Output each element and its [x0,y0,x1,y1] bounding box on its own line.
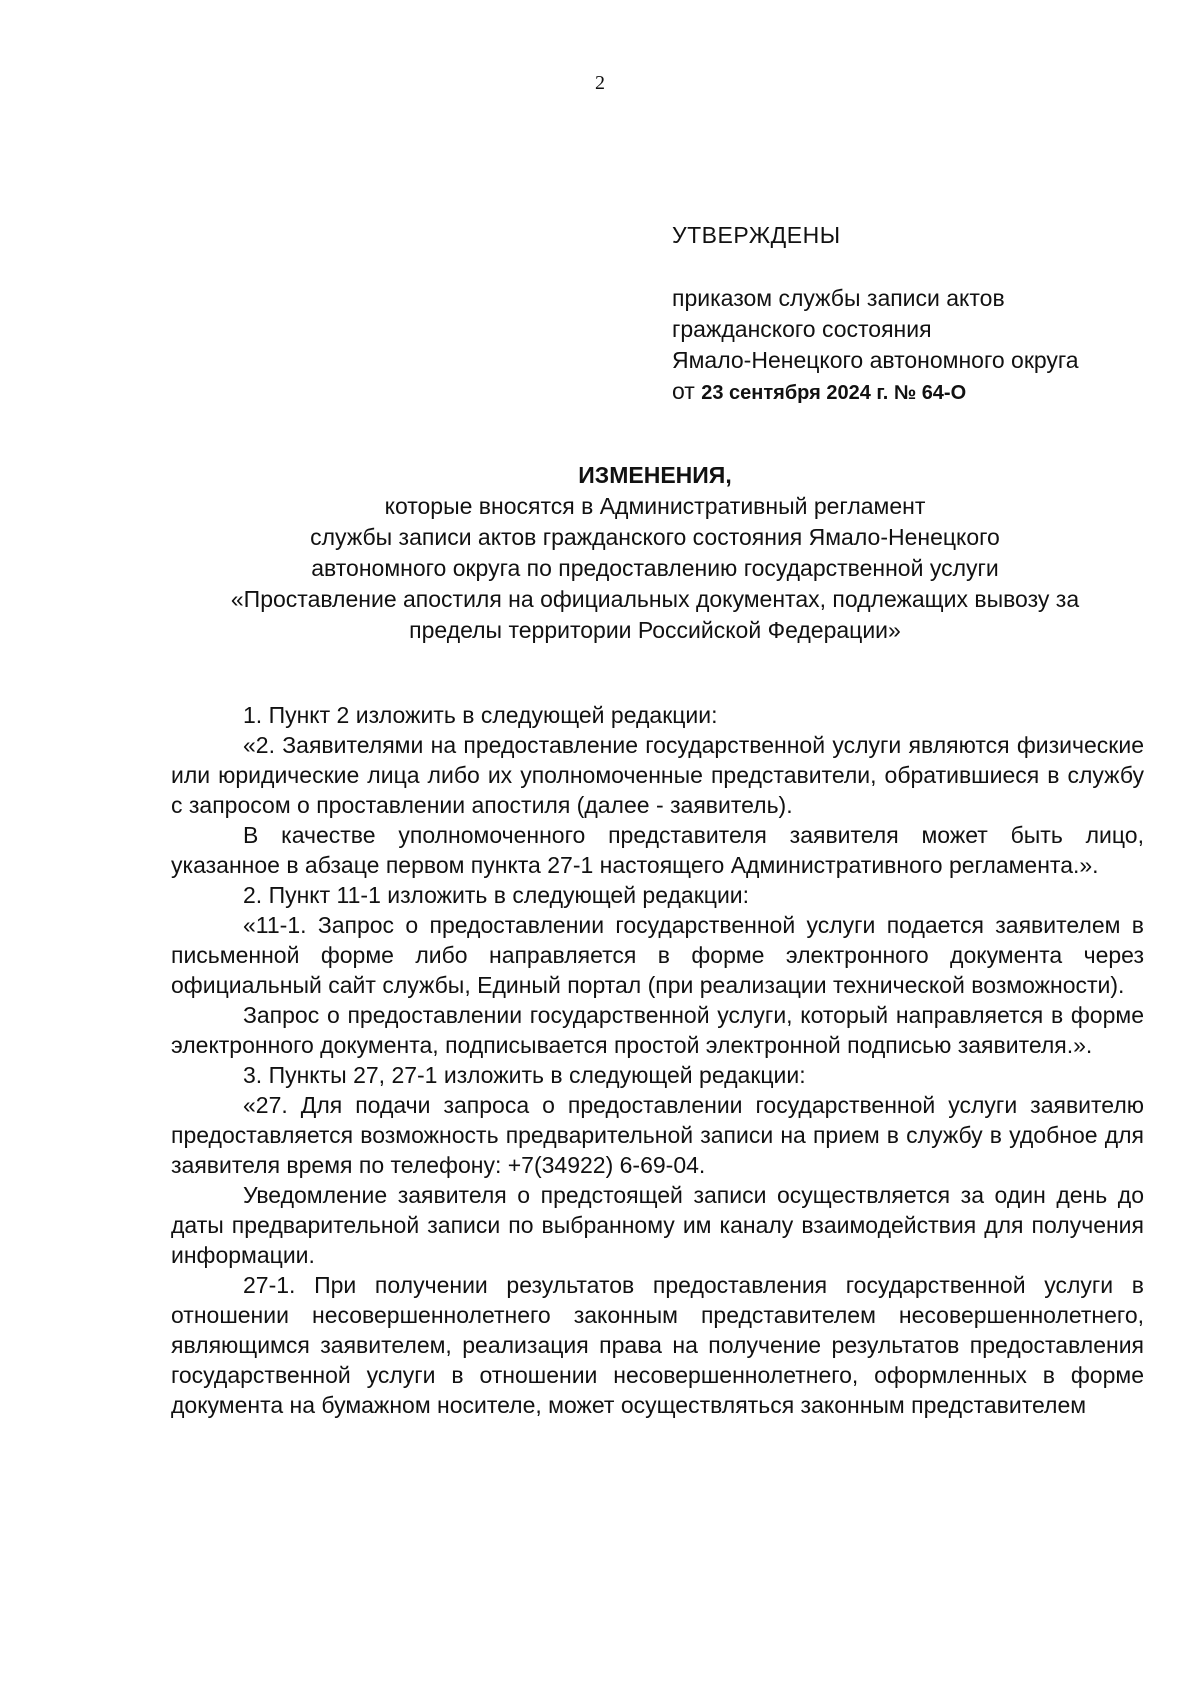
heading-line: «Проставление апостиля на официальных документах, подлежащих вывозу за [230,586,1080,612]
body-paragraph: В качестве уполномоченного представителя заявителя может быть лицо, указанное в абзаце первом пункта 27-1 настоящего Административного регламента.». [171,822,1144,878]
body-paragraph: 27-1. При получении результатов предоставления государственной услуги в отношении несовершеннолетнего законным представителем несовершеннолетнего, являющимся заявителем, реализация права на получение результатов предоставления государственной услуги в отношении несовершеннолетнего, оформленных в форме документа на бумажном носителе, может осуществляться законным представителем [171,1272,1144,1418]
approval-line: Ямало-Ненецкого автономного округа [672,347,1079,373]
approval-date-line [672,376,1172,409]
body-paragraph: «11-1. Запрос о предоставлении государственной услуги подается заявителем в письменной форме либо направляется в форме электронного документа через официальный сайт службы, Единый портал (при реализации технической возможности). [171,912,1144,998]
heading-line: которые вносятся в Административный регламент [384,493,926,519]
body-paragraph: Уведомление заявителя о предстоящей записи осуществляется за один день до даты предварительной записи по выбранному им каналу взаимодействия для получения информации. [171,1182,1144,1268]
date-prefix: от [672,378,702,404]
body-paragraph: 2. Пункт 11-1 изложить в следующей редакции: [243,882,750,908]
approval-block [672,220,1172,409]
body-paragraph: «27. Для подачи запроса о предоставлении государственной услуги заявителю предоставляется возможность предварительной записи на прием в службу в удобное для заявителя время по телефону: +7(34922) 6-69-04. [171,1092,1144,1178]
document-heading [160,460,1150,646]
heading-line: автономного округа по предоставлению государственной услуги [311,555,999,581]
heading-title: ИЗМЕНЕНИЯ, [578,462,732,488]
order-date-number: 23 сентября 2024 г. № 64-О [701,382,967,404]
approved-label: УТВЕРЖДЕНЫ [672,222,841,248]
body-paragraph: Запрос о предоставлении государственной услуги, который направляется в форме электронного документа, подписывается простой электронной подписью заявителя.». [171,1002,1144,1058]
body-paragraph: 3. Пункты 27, 27-1 изложить в следующей редакции: [243,1062,806,1088]
body-paragraph: «2. Заявителями на предоставление государственной услуги являются физические или юридические лица либо их уполномоченные представители, обратившиеся в службу с запросом о проставлении апостиля (далее - заявитель). [171,732,1144,818]
approval-line: приказом службы записи актов [672,285,1005,311]
heading-line: службы записи актов гражданского состояния Ямало-Ненецкого [310,524,1000,550]
approval-line: гражданского состояния [672,316,932,342]
body-paragraph: 1. Пункт 2 изложить в следующей редакции: [243,702,718,728]
document-body [171,700,1144,1420]
page-number: 2 [595,72,605,94]
heading-line: пределы территории Российской Федерации» [409,617,901,643]
